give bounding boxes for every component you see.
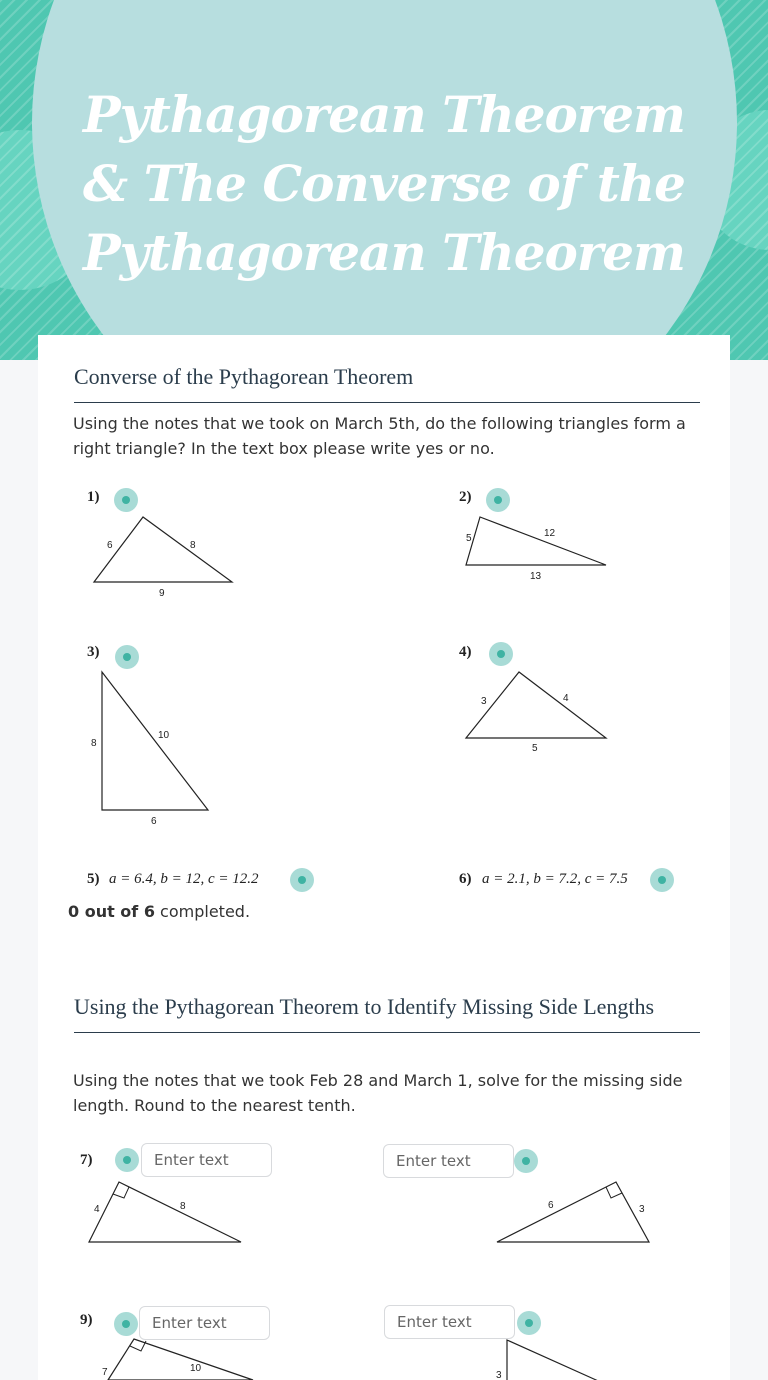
side-label: 7 <box>102 1367 108 1378</box>
answer-marker[interactable] <box>115 1148 139 1172</box>
answer-marker[interactable] <box>114 1312 138 1336</box>
answer-marker[interactable] <box>290 868 314 892</box>
side-label: 3 <box>481 696 487 707</box>
progress-count: 0 out of 6 <box>68 902 155 921</box>
question-expression: a = 6.4, b = 12, c = 12.2 <box>109 871 259 887</box>
answer-input[interactable] <box>384 1305 515 1339</box>
side-label: 3 <box>639 1204 645 1215</box>
question-label: 4) <box>459 644 472 660</box>
triangle-figure <box>462 668 612 758</box>
answer-marker[interactable] <box>650 868 674 892</box>
question-label: 2) <box>459 489 472 505</box>
section-title: Using the Pythagorean Theorem to Identify Missing Side Lengths <box>74 994 700 1033</box>
question-label: 5) <box>87 871 100 887</box>
side-label: 3 <box>496 1370 502 1380</box>
question-label: 7) <box>80 1152 93 1168</box>
answer-marker[interactable] <box>517 1311 541 1335</box>
side-label: 4 <box>94 1204 100 1215</box>
answer-input[interactable] <box>139 1306 270 1340</box>
triangle-figure <box>494 1178 654 1248</box>
header-banner <box>0 0 768 360</box>
side-label: 8 <box>190 540 196 551</box>
side-label: 9 <box>159 588 165 599</box>
triangle-figure <box>493 1336 653 1380</box>
side-label: 5 <box>532 743 538 754</box>
side-label: 13 <box>530 571 542 582</box>
answer-marker[interactable] <box>114 488 138 512</box>
question-label: 3) <box>87 644 100 660</box>
side-label: 8 <box>91 738 97 749</box>
section-description: Using the notes that we took Feb 28 and March 1, solve for the missing side length. Round to the nearest tenth. <box>73 1071 683 1115</box>
triangle-figure <box>86 1178 246 1248</box>
side-label: 6 <box>548 1200 554 1211</box>
triangle-figure <box>93 1336 253 1380</box>
progress-suffix: completed. <box>154 902 251 921</box>
side-label: 4 <box>563 693 569 704</box>
triangle-figure <box>90 513 240 603</box>
answer-marker[interactable] <box>486 488 510 512</box>
answer-marker[interactable] <box>115 645 139 669</box>
answer-marker[interactable] <box>514 1149 538 1173</box>
side-label: 5 <box>466 533 472 544</box>
question-label: 6) <box>459 871 472 887</box>
question-label: 1) <box>87 489 100 505</box>
triangle-figure <box>88 668 218 828</box>
side-label: 12 <box>544 528 556 539</box>
worksheet-card <box>38 335 730 1380</box>
title-line: Pythagorean Theorem <box>83 223 685 282</box>
title-line: Pythagorean Theorem <box>83 85 685 144</box>
side-label: 10 <box>158 730 170 741</box>
section-description: Using the notes that we took on March 5th, do the following triangles form a right triangle? In the text box please write yes or no. <box>73 414 686 458</box>
triangle-figure <box>462 513 612 593</box>
answer-input[interactable] <box>383 1144 514 1178</box>
progress-status <box>68 902 250 921</box>
title-line: & The Converse of the <box>83 154 685 213</box>
side-label: 8 <box>180 1201 186 1212</box>
answer-input[interactable] <box>141 1143 272 1177</box>
side-label: 6 <box>107 540 113 551</box>
question-label: 9) <box>80 1312 93 1328</box>
question-expression: a = 2.1, b = 7.2, c = 7.5 <box>482 871 628 887</box>
answer-marker[interactable] <box>489 642 513 666</box>
side-label: 6 <box>151 816 157 827</box>
section-title: Converse of the Pythagorean Theorem <box>74 364 700 403</box>
page-title <box>0 80 768 287</box>
side-label: 10 <box>190 1363 202 1374</box>
